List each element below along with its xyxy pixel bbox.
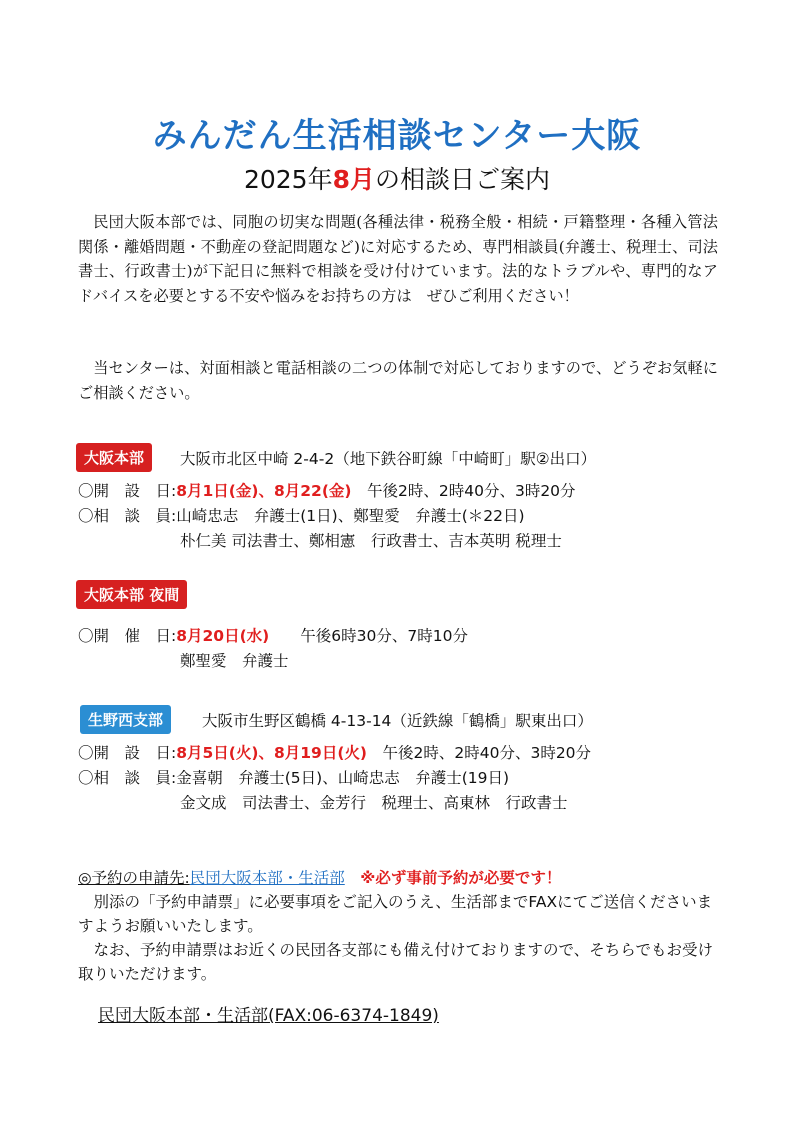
yakan-times: 午後6時30分、7時10分 (300, 627, 468, 645)
section-badge-ikuno: 生野西支部 (80, 705, 171, 734)
reservation-link[interactable]: 民団大阪本部・生活部 (189, 869, 345, 887)
yakan-date-label: 〇開 催 日: (78, 627, 177, 645)
intro-paragraph-1: 民団大阪本部では、同胞の切実な問題(各種法律・税務全般・相続・戸籍整理・各種入管法関係・離婚問題・不動産の登記問題など)に対応するため、専門相談員(弁護士、税理士、司法書士、行政書士)が下記日に無料で相談を受け付けています。法的なトラブルや、専門的なアドバイスを必要とする不安や悩みをお持ちの方は ぜひご利用ください！ (78, 213, 718, 305)
ikuno-staff-line2: 金文成 司法書士、金芳行 税理士、高東林 行政書士 (180, 794, 568, 812)
yakan-dates: 8月20日(水) (176, 627, 270, 645)
page-subtitle (0, 160, 794, 196)
yakan-staff-line1: 鄭聖愛 弁護士 (180, 652, 289, 670)
reservation-line (78, 866, 561, 888)
ikuno-times: 午後2時、2時40分、3時20分 (382, 744, 592, 762)
footer-contact: 民団大阪本部・生活部(FAX:06-6374-1849) (98, 1006, 439, 1026)
section-badge-yakan: 大阪本部 夜間 (76, 580, 187, 609)
subtitle-month: 8月 (332, 165, 375, 194)
honbu-staff-row (78, 504, 525, 526)
honbu-location: 大阪市北区中崎 2-4-2（地下鉄谷町線「中崎町」駅②出口） (180, 450, 597, 468)
reservation-label: ◎予約の申請先: (78, 869, 190, 887)
yakan-dates-row (78, 624, 468, 646)
ikuno-staff-label: 〇相 談 員: (78, 769, 177, 787)
honbu-times: 午後2時、2時40分、3時20分 (367, 482, 576, 500)
ikuno-dates: 8月5日(火)、8月19日(火) (176, 744, 367, 762)
ikuno-date-label: 〇開 設 日: (78, 744, 177, 762)
subtitle-rest: の相談日ご案内 (375, 165, 551, 194)
reservation-warning: ※必ず事前予約が必要です！ (360, 869, 562, 887)
page-title: みんだん生活相談センター大阪 (152, 116, 642, 156)
ikuno-location: 大阪市生野区鶴橋 4-13-14（近鉄線「鶴橋」駅東出口） (202, 712, 593, 730)
honbu-dates: 8月1日(金)、8月22(金) (176, 482, 352, 500)
intro-paragraph-2: 当センターは、対面相談と電話相談の二つの体制で対応しておりますので、どうぞお気軽にご相談ください。 (78, 359, 718, 402)
honbu-date-label: 〇開 設 日: (78, 482, 177, 500)
subtitle-year: 2025年 (243, 165, 333, 194)
ikuno-staff-row (78, 766, 509, 788)
ikuno-dates-row (78, 741, 591, 763)
reservation-paragraph-1: 別添の「予約申請票」に必要事項をご記入のうえ、生活部までFAXにてご送信くださいますようお願いいたします。 (78, 893, 713, 935)
honbu-dates-row (78, 479, 576, 501)
honbu-staff-label: 〇相 談 員: (78, 507, 177, 525)
ikuno-staff-line1: 金喜朝 弁護士(5日)、山崎忠志 弁護士(19日) (176, 769, 510, 787)
honbu-staff-line1: 山崎忠志 弁護士(1日)、鄭聖愛 弁護士(＊22日) (176, 507, 525, 525)
honbu-staff-line2: 朴仁美 司法書士、鄭相憲 行政書士、吉本英明 税理士 (180, 532, 562, 550)
reservation-paragraph-2: なお、予約申請票はお近くの民団各支部にも備え付けておりますので、そちらでもお受け取りいただけます。 (78, 941, 714, 983)
section-badge-honbu: 大阪本部 (76, 443, 152, 472)
